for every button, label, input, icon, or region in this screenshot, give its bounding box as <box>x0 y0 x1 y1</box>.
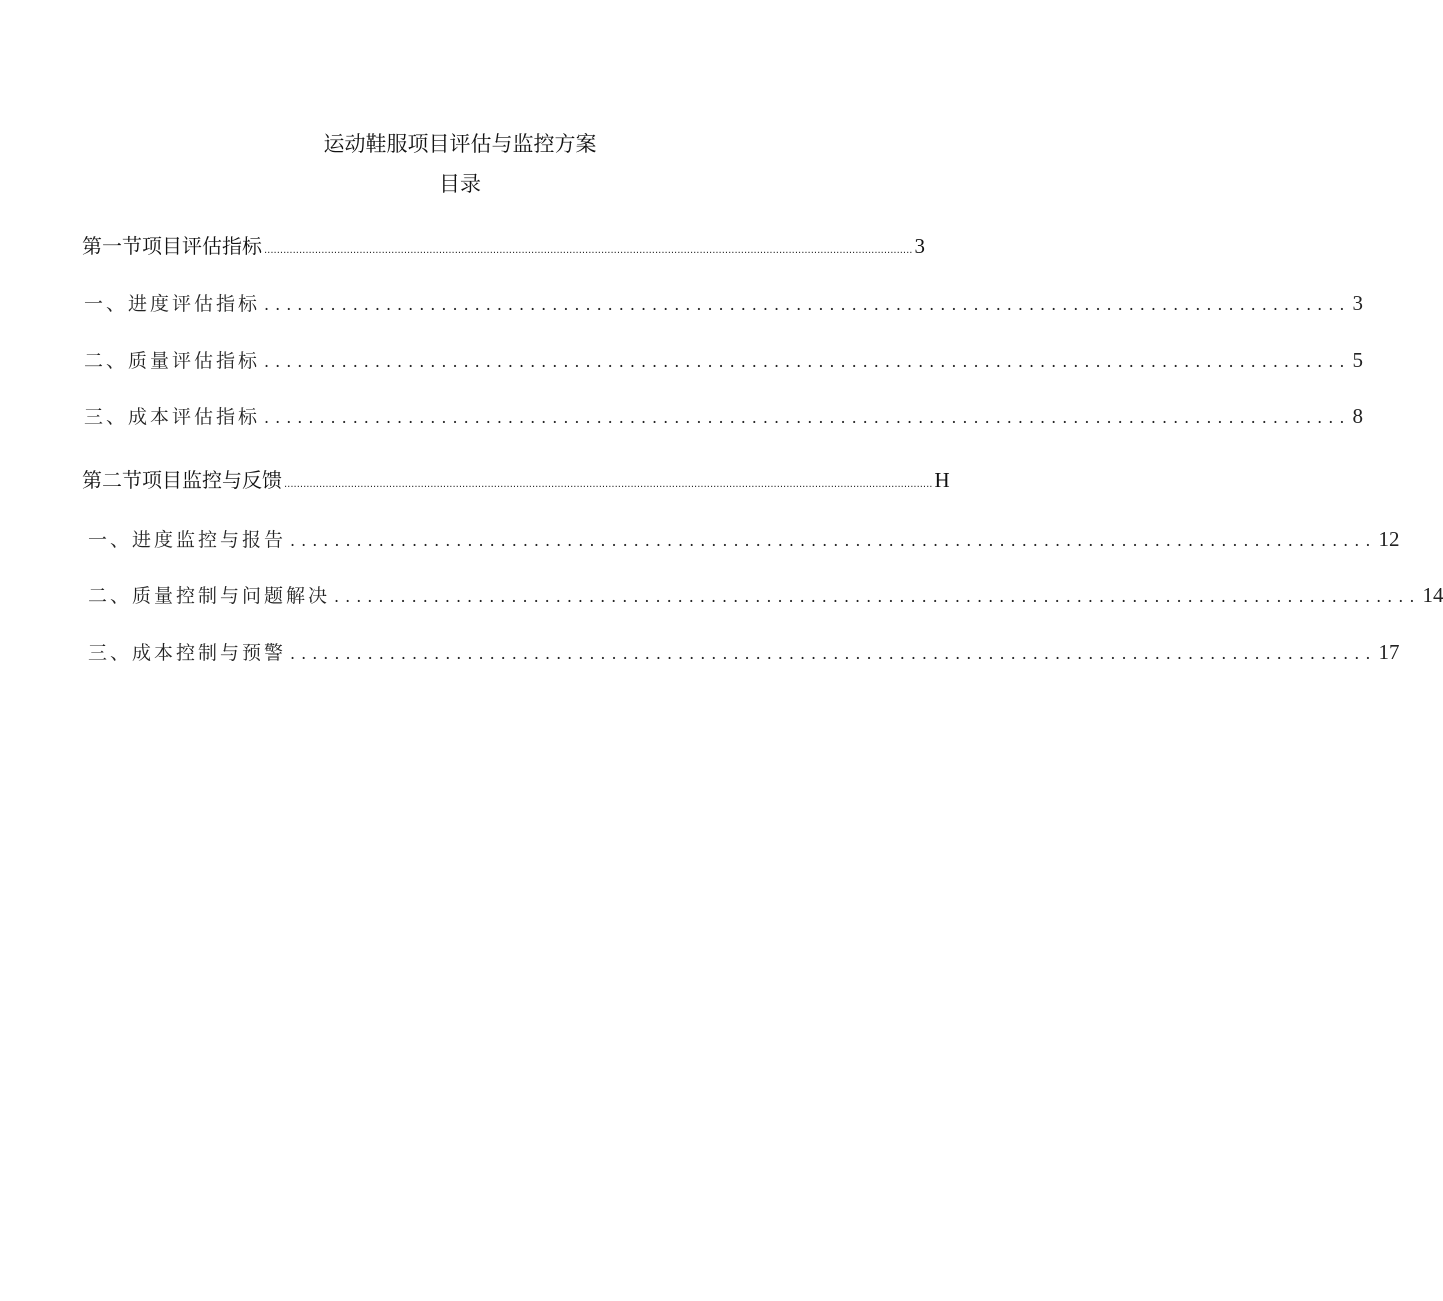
toc-section-2[interactable] <box>82 466 950 499</box>
toc-page-number: 3 <box>914 234 925 258</box>
dot-leader: .................................................................................................. <box>264 408 1351 427</box>
dot-leader: .................................................................................................. <box>264 295 1351 314</box>
toc-item-label: 一、进度评估指标 <box>84 293 261 315</box>
toc-item-2-1[interactable] <box>88 525 1400 555</box>
toc-item-label: 二、质量控制与问题解决 <box>88 585 331 607</box>
toc-page-number: 8 <box>1352 404 1363 428</box>
dot-leader: ............................................................................................................................................................................................................ <box>264 245 913 256</box>
toc-section-label: 第二节项目监控与反馈 <box>82 468 282 492</box>
toc-item-label: 二、质量评估指标 <box>84 350 261 372</box>
dot-leader: .................................................................................................. <box>290 644 1377 663</box>
toc-item-label: 三、成本控制与预警 <box>88 642 287 664</box>
toc-item-1-1[interactable] <box>84 289 1363 319</box>
toc-page-number: 3 <box>1352 291 1363 315</box>
toc-page-number: 5 <box>1352 348 1363 372</box>
toc-page-number: 17 <box>1378 640 1400 664</box>
toc-section-label: 第一节项目评估指标 <box>82 234 262 258</box>
dot-leader: .................................................................................................. <box>264 352 1351 371</box>
toc-item-2-3[interactable] <box>88 638 1400 668</box>
toc-item-label: 一、进度监控与报告 <box>88 529 287 551</box>
toc-item-1-2[interactable] <box>84 346 1363 376</box>
toc-page-number: 14 <box>1422 583 1443 607</box>
toc-section-1[interactable] <box>82 232 925 265</box>
toc-page-number: H <box>934 468 950 492</box>
dot-leader: ............................................................................................................................................................................................................ <box>284 479 933 490</box>
toc-item-1-3[interactable] <box>84 402 1363 432</box>
toc-item-label: 三、成本评估指标 <box>84 406 261 428</box>
toc-page-number: 12 <box>1378 527 1400 551</box>
dot-leader: .................................................................................................. <box>290 531 1377 550</box>
toc-heading: 目录 <box>439 172 481 196</box>
document-title: 运动鞋服项目评估与监控方案 <box>323 132 597 156</box>
dot-leader: .................................................................................................. <box>334 587 1421 606</box>
toc-item-2-2[interactable] <box>88 581 1443 611</box>
